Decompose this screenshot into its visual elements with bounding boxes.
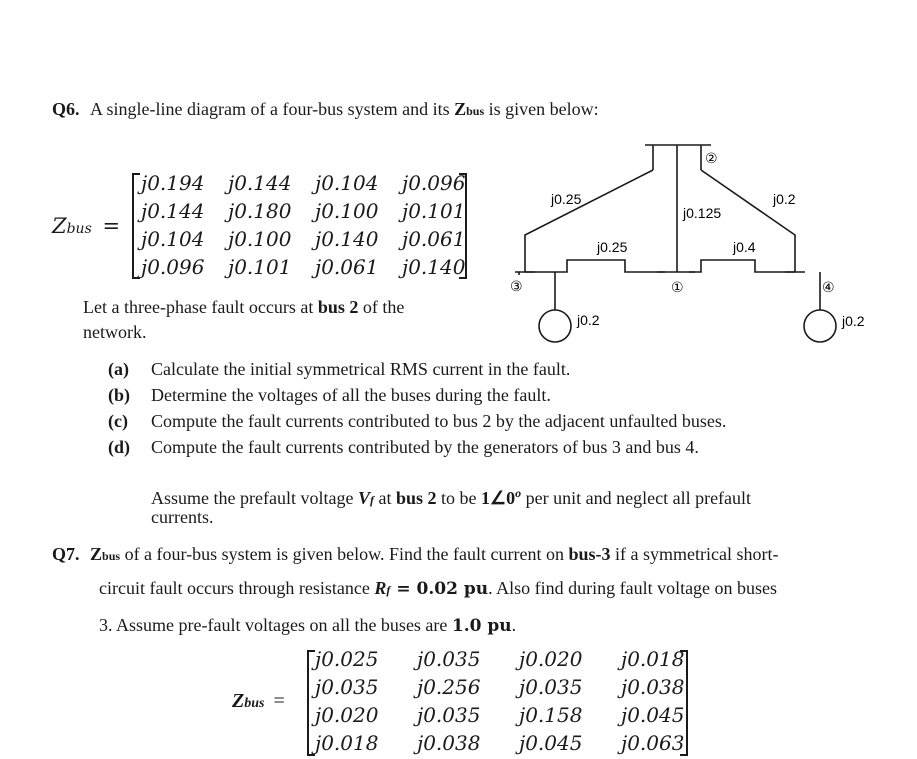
q7-line3: 3. Assume pre-fault voltages on all the buses are 1.0 pu. xyxy=(99,615,517,636)
matrix-cell: j0.038 xyxy=(417,731,481,755)
generator-bus-3 xyxy=(539,310,571,342)
matrix-cell: j0.144 xyxy=(141,199,205,223)
matrix-cell: j0.045 xyxy=(621,703,685,727)
matrix-cell: j0.035 xyxy=(519,675,583,699)
z-1-4-label: j0.4 xyxy=(733,239,756,255)
matrix-cell: j0.038 xyxy=(621,675,685,699)
matrix-cell: j0.104 xyxy=(315,171,379,195)
matrix-cell: j0.045 xyxy=(519,731,583,755)
generator-bus-4 xyxy=(804,310,836,342)
matrix-cell: j0.100 xyxy=(228,227,292,251)
part-label: (c) xyxy=(108,411,128,431)
z-1-2-label: j0.125 xyxy=(683,205,722,221)
matrix-cell: j0.101 xyxy=(402,199,466,223)
matrix-cell: j0.100 xyxy=(315,199,379,223)
bus-3-label: ③ xyxy=(510,279,523,295)
z-3-2-label: j0.25 xyxy=(551,191,582,207)
z-4-2-label: j0.2 xyxy=(773,191,796,207)
matrix-cell: j0.101 xyxy=(228,255,292,279)
gen-4-impedance-label: j0.2 xyxy=(842,313,865,329)
bus-1-label: ① xyxy=(671,280,684,296)
part-text: Determine the voltages of all the buses during the fault. xyxy=(151,385,551,405)
matrix-cell: j0.194 xyxy=(141,171,205,195)
line-3-2 xyxy=(525,170,653,272)
matrix-cell: j0.158 xyxy=(519,703,583,727)
part-text: Compute the fault currents contributed to bus 2 by the adjacent unfaulted buses. xyxy=(151,411,727,431)
matrix-cell: j0.140 xyxy=(402,255,466,279)
matrix-cell: j0.020 xyxy=(315,703,379,727)
bus-4-label: ④ xyxy=(822,280,835,296)
line-1-4 xyxy=(689,260,795,272)
q6-heading: Q6. A single-line diagram of a four-bus system and its Zbus is given below: xyxy=(52,99,599,119)
matrix-cell: j0.035 xyxy=(315,675,379,699)
matrix-cell: j0.256 xyxy=(417,675,481,699)
line-3-1 xyxy=(525,260,665,272)
gen-3-impedance-label: j0.2 xyxy=(577,312,600,328)
q6-fault-line2: network. xyxy=(83,322,147,342)
q6-assume-line1: Assume the prefault voltage Vf at bus 2 to be 1∠0$^o$ per unit and neglect all prefault xyxy=(151,486,752,508)
q6-number: Q6. xyxy=(52,99,80,119)
part-label: (b) xyxy=(108,385,130,405)
matrix-cell: j0.061 xyxy=(315,255,379,279)
left-bracket xyxy=(132,173,140,279)
line-4-2 xyxy=(701,170,795,272)
matrix-cell: j0.144 xyxy=(228,171,292,195)
part-text: Compute the fault currents contributed by the generators of bus 3 and bus 4. xyxy=(151,437,699,457)
z-3-1-label: j0.25 xyxy=(597,239,628,255)
q7-matrix-label: Zbus = xyxy=(232,690,285,712)
part-label: (d) xyxy=(108,437,130,457)
part-label: (a) xyxy=(108,359,129,379)
matrix-cell: j0.035 xyxy=(417,647,481,671)
matrix-cell: j0.018 xyxy=(315,731,379,755)
matrix-cell: j0.104 xyxy=(141,227,205,251)
matrix-cell: j0.035 xyxy=(417,703,481,727)
matrix-cell: j0.096 xyxy=(141,255,205,279)
matrix-cell: j0.140 xyxy=(315,227,379,251)
part-text: Calculate the initial symmetrical RMS current in the fault. xyxy=(151,359,571,379)
matrix-cell: j0.020 xyxy=(519,647,583,671)
single-line-diagram xyxy=(505,140,917,350)
matrix-cell: j0.180 xyxy=(228,199,292,223)
q7-line2: circuit fault occurs through resistance Rf = 0.02 pu. Also find during fault voltage on buses xyxy=(99,578,778,599)
q6-assume-line2: currents. xyxy=(151,507,214,527)
matrix-cell: j0.096 xyxy=(402,171,466,195)
q6-fault-line1: Let a three-phase fault occurs at bus 2 of the xyxy=(83,297,405,317)
matrix-cell: j0.063 xyxy=(621,731,685,755)
q7-line1: Q7. Zbus of a four-bus system is given below. Find the fault current on bus-3 if a symmetrical short- xyxy=(52,544,779,564)
left-bracket xyxy=(307,650,315,756)
matrix-cell: j0.025 xyxy=(315,647,379,671)
q7-number: Q7. xyxy=(52,544,80,564)
bus-2-label: ② xyxy=(705,151,718,167)
matrix-cell: j0.018 xyxy=(621,647,685,671)
q6-matrix-label: Zbus = xyxy=(52,214,121,238)
matrix-cell: j0.061 xyxy=(402,227,466,251)
